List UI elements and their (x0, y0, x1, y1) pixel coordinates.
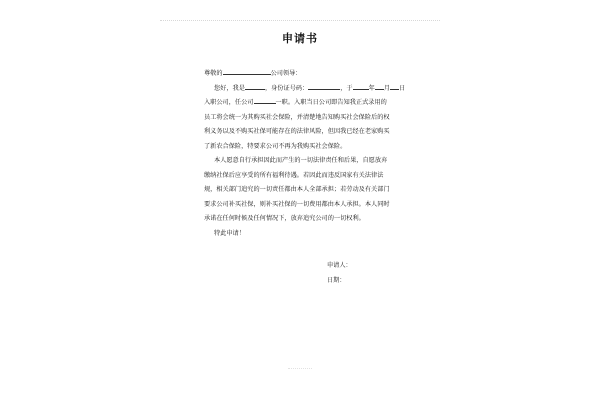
document-body (204, 67, 404, 241)
paragraph-1-line-5: 了新农合保险，特要求公司不再为我购买社会保险。 (204, 142, 347, 150)
company-name-blank (223, 67, 271, 75)
salutation-line (204, 67, 404, 82)
paragraph-1-line-2 (204, 96, 404, 111)
id-number-blank (308, 82, 340, 90)
paragraph-1-line-3: 员工将会统一为其购买社会保险，并清楚地告知购买社会保险后的权 (204, 113, 390, 121)
top-divider (160, 20, 440, 21)
text-segment: 日 (399, 84, 406, 92)
salutation-suffix: 公司领导： (270, 70, 302, 77)
paragraph-2-line-1: 本人愿意自行承担因此而产生的一切法律责任和后果，自愿放弃 (214, 157, 388, 164)
text-segment: 一职。入职当日公司即告知我正式录用的 (275, 99, 387, 106)
salutation-prefix: 尊敬的 (204, 70, 223, 77)
position-blank (254, 96, 276, 104)
document-title: 申请书 (282, 32, 318, 45)
paragraph-2-line-5: 承诺在任何时候及任何情况下，放弃追究公司的一切权利。 (204, 215, 365, 222)
text-segment: ，身份证号码： (264, 84, 309, 92)
paragraph-2-line-2: 缴纳社保后应享受的所有福利待遇。若因此而违反国家有关法律法 (204, 171, 384, 179)
paragraph-1-line-1 (204, 82, 404, 97)
month-blank (375, 82, 384, 90)
name-blank (245, 82, 265, 90)
paragraph-2-line-4: 要求公司补买社保，则补买社保的一切费用都由本人承担。本人同时 (204, 200, 390, 208)
paragraph-2-line-3: 规，相关部门追究的一切责任都由本人全部承担；若劳动及有关部门 (204, 186, 390, 193)
year-blank (353, 82, 369, 90)
text-segment: 年 (368, 84, 375, 92)
closing-line: 特此申请！ (214, 229, 245, 237)
footer-divider (288, 368, 312, 369)
applicant-label: 申请人： (327, 262, 352, 269)
paragraph-1-line-4: 利义务以及不购买社保可能存在的法律风险，但因我已经在老家购买 (204, 128, 390, 135)
signature-block (327, 259, 352, 288)
date-label: 日期： (327, 276, 346, 284)
text-segment: 月 (383, 84, 390, 92)
text-segment: ，于 (340, 84, 353, 92)
text-segment: 您好，我是 (214, 84, 245, 92)
text-segment: 入职公司，任公司 (204, 99, 254, 106)
day-blank (390, 82, 399, 90)
